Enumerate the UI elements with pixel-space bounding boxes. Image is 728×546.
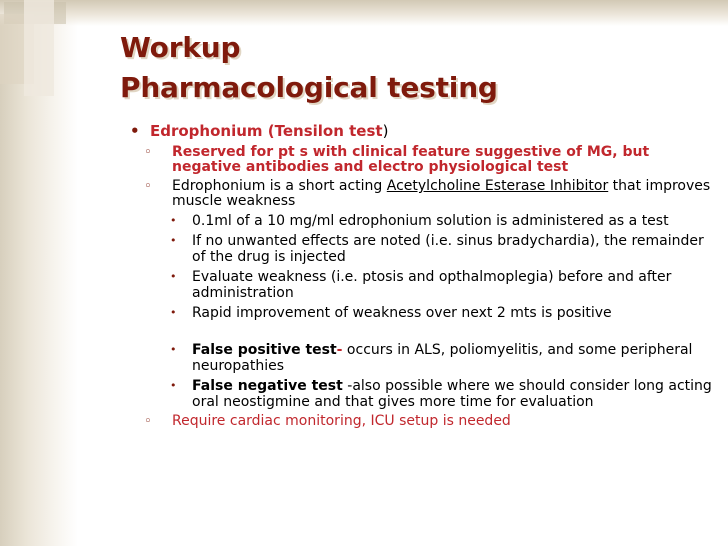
- unwanted-effects-text: If no unwanted effects are noted (i.e. sinus bradychardia), the remainder of the drug is injected: [192, 233, 704, 265]
- small-bullet-icon: •: [170, 343, 177, 356]
- acetylcholine-esterase-inhibitor-link[interactable]: Acetylcholine Esterase Inhibitor: [386, 178, 609, 194]
- false-positive-dash: -: [336, 342, 343, 358]
- title-line-pharmacological-testing: Pharmacological testing: [120, 71, 498, 104]
- small-bullet-icon: •: [170, 234, 177, 247]
- edrophonium-heading: Edrophonium (Tensilon test: [150, 122, 383, 140]
- rapid-improvement-text: Rapid improvement of weakness over next 2 mts is positive: [192, 305, 612, 321]
- ring-bullet-icon: ◦: [144, 145, 152, 160]
- closing-parenthesis: ): [382, 122, 389, 140]
- subpoint-evaluate-weakness: [130, 269, 715, 301]
- title-line-workup: Workup: [120, 31, 241, 64]
- short-acting-text-after: that improves muscle weakness: [172, 178, 711, 209]
- spacer: [130, 321, 715, 338]
- false-negative-text: -also possible where we should consider long acting oral neostigmine and that gives more time for evaluation: [192, 378, 712, 410]
- slide-content: [130, 122, 715, 429]
- ring-bullet-icon: ◦: [144, 179, 152, 194]
- subpoint-false-negative: [130, 378, 715, 410]
- slide-title: [120, 28, 498, 108]
- small-bullet-icon: •: [170, 214, 177, 227]
- test-dose-text: 0.1ml of a 10 mg/ml edrophonium solution is administered as a test: [192, 213, 669, 229]
- decorative-top-band: [0, 0, 728, 26]
- false-positive-label: False positive test: [192, 342, 337, 358]
- subpoint-test-dose: [130, 213, 715, 229]
- round-bullet-icon: •: [130, 122, 140, 140]
- subpoint-false-positive: [130, 342, 715, 374]
- false-negative-label: False negative test: [192, 378, 343, 394]
- bullet-edrophonium: [130, 122, 715, 141]
- small-bullet-icon: •: [170, 306, 177, 319]
- false-positive-text: occurs in ALS, poliomyelitis, and some peripheral neuropathies: [192, 342, 693, 374]
- point-short-acting: [130, 179, 715, 209]
- ring-bullet-icon: ◦: [144, 414, 152, 429]
- point-cardiac-monitoring: [130, 414, 715, 429]
- small-bullet-icon: •: [170, 379, 177, 392]
- short-acting-text-before: Edrophonium is a short acting: [172, 178, 387, 194]
- evaluate-weakness-text: Evaluate weakness (i.e. ptosis and opthalmoplegia) before and after administration: [192, 269, 672, 301]
- point-reserved: [130, 145, 715, 175]
- small-bullet-icon: •: [170, 270, 177, 283]
- subpoint-rapid-improvement: [130, 305, 715, 321]
- decorative-corner-shapes: [0, 0, 90, 120]
- subpoint-unwanted-effects: [130, 233, 715, 265]
- reserved-text: Reserved for pt s with clinical feature suggestive of MG, but negative antibodies and electro physiological test: [172, 144, 650, 175]
- cardiac-monitoring-text: Require cardiac monitoring, ICU setup is needed: [172, 413, 511, 429]
